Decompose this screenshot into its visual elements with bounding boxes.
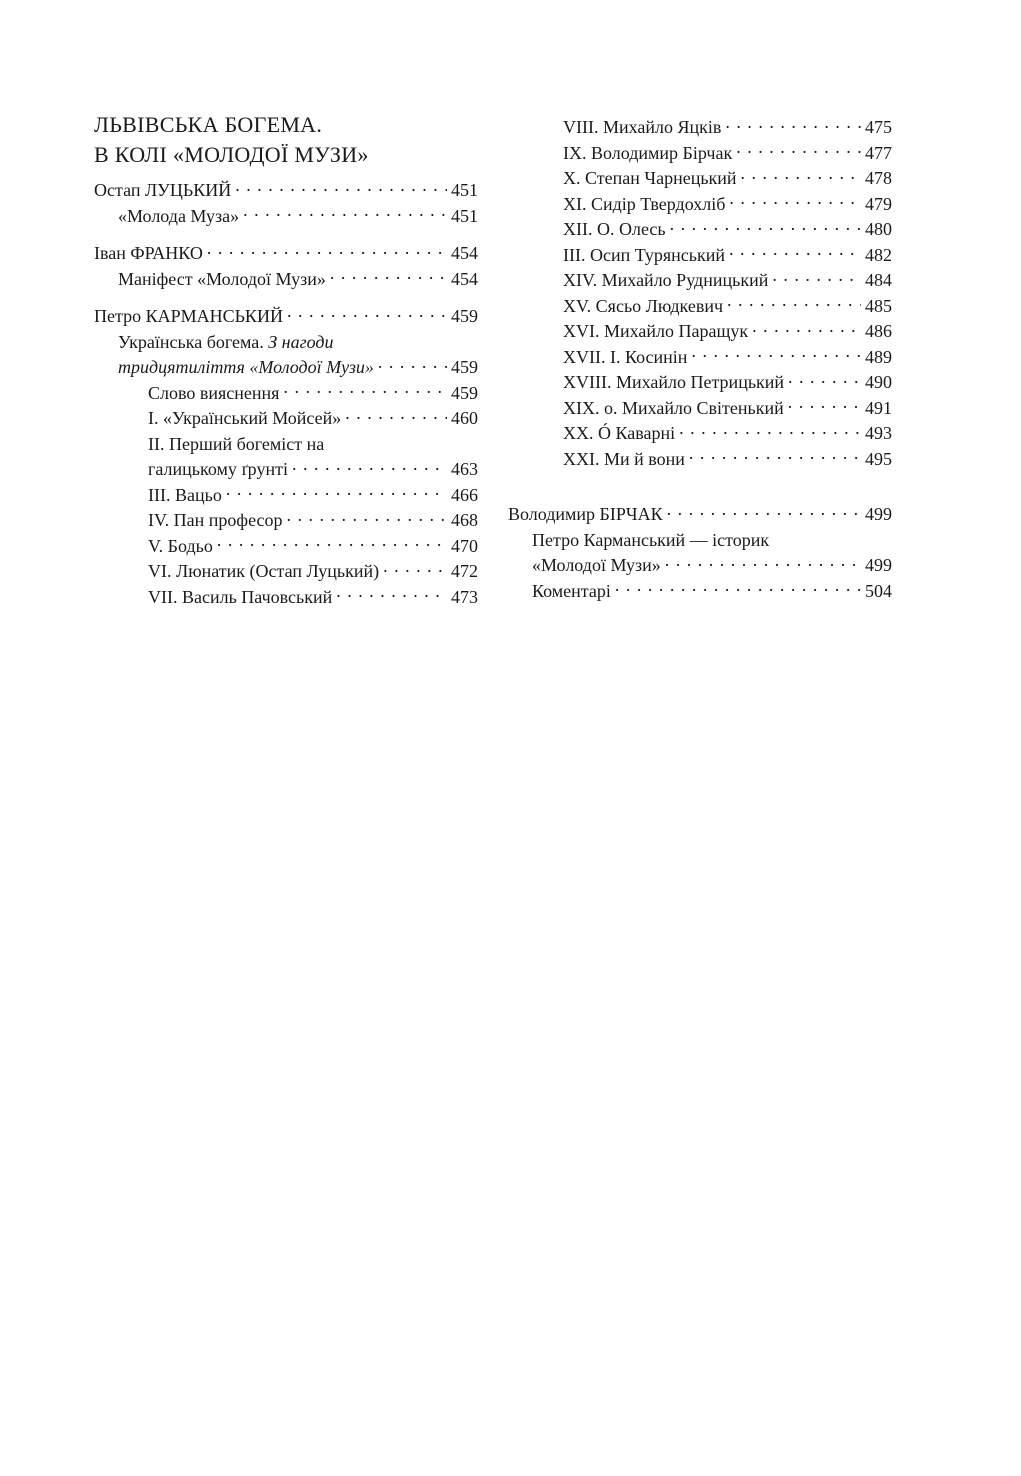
chapter-title: VI. Люнатик (Остап Луцький) bbox=[148, 561, 380, 581]
dot-leader bbox=[788, 370, 861, 388]
dot-leader bbox=[725, 115, 861, 133]
toc-chapter-entry[interactable] bbox=[94, 483, 478, 509]
toc-group-franko bbox=[94, 241, 478, 292]
chapter-title: V. Бодьо bbox=[148, 535, 213, 556]
entry-title-line[interactable]: Петро Карманський — історик bbox=[532, 529, 770, 550]
page-number: 485 bbox=[865, 295, 892, 316]
page-number: 454 bbox=[451, 268, 478, 289]
toc-chapter-entry[interactable] bbox=[508, 421, 892, 447]
work-subtitle: тридцятиліття «Молодої Музи» bbox=[118, 357, 374, 377]
dot-leader bbox=[670, 217, 861, 235]
page-number: 482 bbox=[865, 244, 892, 265]
toc-chapter-entry[interactable] bbox=[508, 141, 892, 167]
chapter-title: XX. Ó Каварні bbox=[563, 423, 676, 443]
dot-leader bbox=[217, 534, 447, 552]
dot-leader bbox=[243, 204, 447, 222]
page-number: 475 bbox=[865, 117, 892, 137]
section-heading-line: ЛЬВІВСЬКА БОГЕМА. bbox=[94, 112, 323, 137]
page-number: 468 bbox=[451, 510, 478, 530]
dot-leader bbox=[665, 553, 861, 571]
toc-chapter-entry[interactable] bbox=[508, 217, 892, 243]
page-number: 489 bbox=[865, 346, 892, 367]
toc-chapter-entry[interactable] bbox=[94, 381, 478, 407]
page-number: 460 bbox=[451, 408, 478, 428]
entry-title: Маніфест «Молодої Музи» bbox=[118, 268, 326, 289]
dot-leader bbox=[729, 243, 861, 261]
author-name: Петро КАРМАНСЬКИЙ bbox=[94, 306, 283, 326]
dot-leader bbox=[752, 319, 861, 337]
page-number: 493 bbox=[865, 423, 892, 443]
dot-leader bbox=[736, 141, 861, 159]
chapter-title: XXI. Ми й вони bbox=[563, 448, 685, 469]
toc-chapter-entry[interactable] bbox=[508, 345, 892, 371]
toc-group-karmansky bbox=[94, 304, 478, 610]
chapter-title-line[interactable]: ІІ. Перший богеміст на bbox=[148, 433, 325, 454]
dot-leader bbox=[283, 381, 447, 399]
entry-title: «Молодої Музи» bbox=[532, 555, 661, 575]
chapter-title: VII. Василь Пачовський bbox=[148, 586, 333, 607]
dot-leader bbox=[292, 457, 447, 475]
page-number: 459 bbox=[451, 306, 478, 326]
chapter-title: VIII. Михайло Яцків bbox=[563, 117, 722, 137]
page-number: 490 bbox=[865, 372, 892, 392]
entry-title: Коментарі bbox=[532, 580, 611, 601]
dot-leader bbox=[772, 268, 861, 286]
chapter-title: XVII. І. Косинін bbox=[563, 346, 688, 367]
toc-left-column bbox=[94, 110, 478, 622]
toc-chapter-entry[interactable] bbox=[94, 559, 478, 585]
chapter-title: XVI. Михайло Паращук bbox=[563, 321, 749, 341]
page-number: 472 bbox=[451, 561, 478, 581]
toc-chapter-entry[interactable] bbox=[508, 192, 892, 218]
section-heading bbox=[94, 110, 478, 170]
toc-chapter-entry[interactable] bbox=[508, 396, 892, 422]
dot-leader bbox=[741, 166, 861, 184]
dot-leader bbox=[383, 559, 447, 577]
page-number: 470 bbox=[451, 535, 478, 556]
page-number: 459 bbox=[451, 357, 478, 377]
toc-chapter-entry[interactable] bbox=[94, 457, 478, 483]
page-number: 451 bbox=[451, 205, 478, 226]
toc-chapter-entry[interactable] bbox=[508, 370, 892, 396]
chapter-title: ІІІ. Вацьо bbox=[148, 484, 222, 505]
page-number: 479 bbox=[865, 193, 892, 214]
dot-leader bbox=[679, 421, 861, 439]
toc-entry[interactable] bbox=[508, 553, 892, 579]
toc-chapter-entry[interactable] bbox=[94, 534, 478, 560]
toc-right-column bbox=[508, 115, 892, 616]
toc-chapter-entry[interactable] bbox=[508, 166, 892, 192]
toc-chapter-entry[interactable] bbox=[94, 508, 478, 534]
page-number: 484 bbox=[865, 270, 892, 290]
chapter-title: І. «Український Мойсей» bbox=[148, 408, 342, 428]
page-number: 477 bbox=[865, 142, 892, 163]
dot-leader bbox=[287, 508, 447, 526]
chapter-title: XIV. Михайло Рудницький bbox=[563, 270, 769, 290]
toc-group-lutsky bbox=[94, 178, 478, 229]
work-title-line[interactable] bbox=[94, 330, 478, 356]
page-number: 454 bbox=[451, 243, 478, 263]
work-subtitle: З нагоди bbox=[268, 331, 334, 352]
dot-leader bbox=[336, 585, 447, 603]
toc-author-entry[interactable] bbox=[94, 304, 478, 330]
toc-entry[interactable] bbox=[94, 355, 478, 381]
dot-leader bbox=[378, 355, 447, 373]
toc-chapter-entry[interactable] bbox=[508, 243, 892, 269]
dot-leader bbox=[330, 267, 447, 285]
toc-author-entry[interactable] bbox=[508, 502, 892, 528]
page-number: 499 bbox=[865, 504, 892, 524]
dot-leader bbox=[727, 294, 861, 312]
page-number: 486 bbox=[865, 321, 892, 341]
chapter-title: X. Степан Чарнецький bbox=[563, 168, 737, 188]
toc-chapter-entry[interactable] bbox=[508, 115, 892, 141]
chapter-title: XII. О. Олесь bbox=[563, 219, 666, 239]
author-name: Остап ЛУЦЬКИЙ bbox=[94, 180, 232, 200]
toc-author-entry[interactable] bbox=[94, 178, 478, 204]
page-number: 480 bbox=[865, 219, 892, 239]
work-title: Українська богема. bbox=[118, 331, 269, 352]
page-number: 466 bbox=[451, 484, 478, 505]
chapter-title: IX. Володимир Бірчак bbox=[563, 142, 733, 163]
section-heading-line: В КОЛІ «МОЛОДОЇ МУЗИ» bbox=[94, 142, 369, 167]
dot-leader bbox=[235, 178, 447, 196]
dot-leader bbox=[691, 345, 861, 363]
dot-leader bbox=[667, 502, 861, 520]
page-number: 495 bbox=[865, 448, 892, 469]
chapter-title: XV. Сясьо Людкевич bbox=[563, 295, 724, 316]
chapter-title: ІІІ. Осип Турянський bbox=[563, 244, 725, 265]
page-number: 504 bbox=[865, 580, 892, 601]
toc-entry[interactable] bbox=[508, 579, 892, 605]
page-number: 491 bbox=[865, 397, 892, 418]
toc-chapter-entry[interactable] bbox=[94, 585, 478, 611]
dot-leader bbox=[207, 241, 447, 259]
dot-leader bbox=[689, 447, 861, 465]
toc-entry[interactable] bbox=[94, 267, 478, 293]
toc-chapter-entry[interactable] bbox=[508, 268, 892, 294]
toc-author-entry[interactable] bbox=[94, 241, 478, 267]
dot-leader bbox=[226, 483, 447, 501]
page-number: 459 bbox=[451, 382, 478, 403]
author-name: Іван ФРАНКО bbox=[94, 243, 203, 263]
dot-leader bbox=[287, 304, 447, 322]
page-number: 473 bbox=[451, 586, 478, 607]
page-number: 463 bbox=[451, 459, 478, 479]
chapter-title: Слово вияснення bbox=[148, 382, 280, 403]
page-number: 499 bbox=[865, 555, 892, 575]
page-number: 451 bbox=[451, 180, 478, 200]
dot-leader bbox=[615, 579, 861, 597]
toc-chapter-entry[interactable] bbox=[94, 406, 478, 432]
chapter-title: XVIII. Михайло Петрицький bbox=[563, 372, 785, 392]
chapter-title: XIX. о. Михайло Світенький bbox=[563, 397, 784, 418]
author-name: Володимир БІРЧАК bbox=[508, 504, 663, 524]
toc-group-birchak bbox=[508, 502, 892, 604]
chapter-title: IV. Пан професор bbox=[148, 510, 283, 530]
entry-title: «Молода Муза» bbox=[118, 205, 240, 226]
page-number: 478 bbox=[865, 168, 892, 188]
dot-leader bbox=[345, 406, 447, 424]
chapter-title: галицькому ґрунті bbox=[148, 459, 288, 479]
dot-leader bbox=[788, 396, 861, 414]
toc-chapter-entry[interactable] bbox=[508, 447, 892, 473]
toc-entry[interactable] bbox=[94, 204, 478, 230]
toc-chapter-entry[interactable] bbox=[508, 294, 892, 320]
dot-leader bbox=[729, 192, 861, 210]
chapter-title: XI. Сидір Твердохліб bbox=[563, 193, 726, 214]
toc-chapter-entry[interactable] bbox=[508, 319, 892, 345]
